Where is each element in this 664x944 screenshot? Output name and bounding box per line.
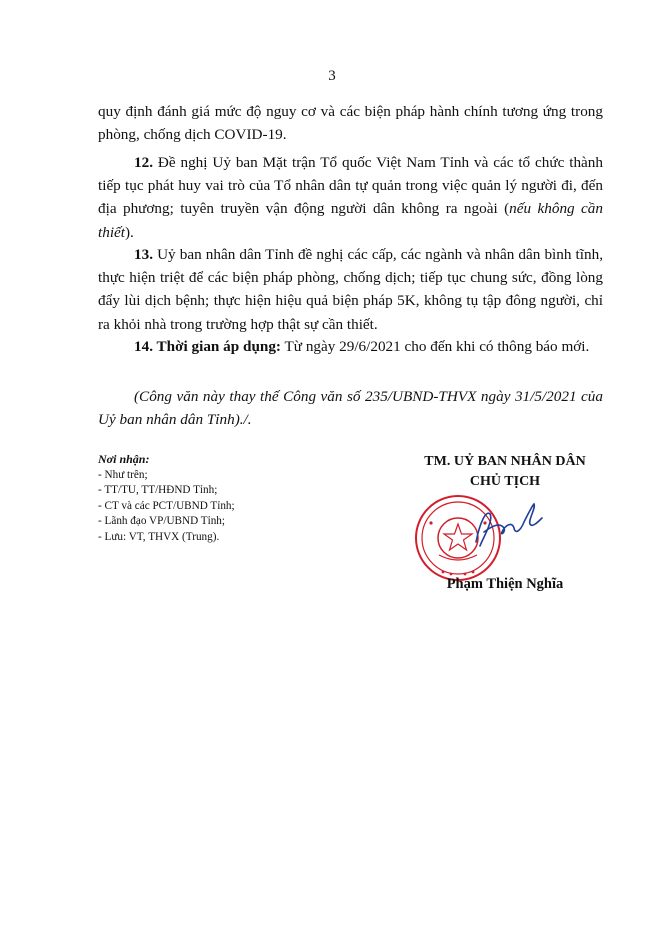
replacement-note bbox=[98, 385, 603, 431]
item-12-italic: nếu không cần thiết bbox=[98, 200, 603, 241]
item-13-number: 13. bbox=[134, 246, 153, 263]
signature-title bbox=[400, 452, 610, 492]
page-number: 3 bbox=[328, 68, 336, 84]
item-12-tail: ). bbox=[125, 223, 134, 241]
item-14-label: 14. Thời gian áp dụng: bbox=[134, 338, 281, 355]
paragraph-continuation bbox=[98, 100, 603, 146]
item-12-number: 12. bbox=[134, 154, 153, 171]
paragraph-1-text: quy định đánh giá mức độ nguy cơ và các biện pháp hành chính tương ứng trong phòng, chống dịch COVID-19. bbox=[98, 103, 603, 144]
item-13 bbox=[98, 243, 603, 336]
signature-title-line-1: TM. UỶ BAN NHÂN DÂN bbox=[424, 454, 586, 469]
signature-title-line-2: CHỦ TỊCH bbox=[469, 474, 541, 489]
item-14-text: Từ ngày 29/6/2021 cho đến khi có thông báo mới. bbox=[281, 338, 590, 355]
recipient-item: - TT/TU, TT/HĐND Tỉnh; bbox=[98, 484, 218, 496]
item-13-text: Uỷ ban nhân dân Tỉnh đề nghị các cấp, các ngành và nhân dân bình tĩnh, thực hiện triệt để các biện pháp phòng, chống dịch; tiếp tục chung sức, đồng lòng đẩy lùi dịch bệnh; thực hiện hiệu quả biện pháp 5K, không tụ tập đông người, chỉ ra khỏi nhà trong trường hợp thật sự cần thiết. bbox=[98, 246, 603, 333]
recipient-item: - CT và các PCT/UBND Tỉnh; bbox=[98, 499, 235, 512]
recipient-item: - Lãnh đạo VP/UBND Tỉnh; bbox=[98, 515, 225, 527]
item-14 bbox=[98, 335, 603, 358]
recipients-block bbox=[98, 452, 338, 545]
recipient-item: - Lưu: VT, THVX (Trung). bbox=[98, 530, 220, 543]
recipients-list bbox=[98, 468, 338, 546]
recipient-item: - Như trên; bbox=[98, 468, 148, 481]
signer-name: Phạm Thiện Nghĩa bbox=[446, 576, 564, 592]
handwritten-signature-icon bbox=[470, 492, 550, 552]
item-12-text: Đề nghị Uỷ ban Mặt trận Tổ quốc Việt Nam Tỉnh và các tổ chức thành tiếp tục phát huy vai trò của Tổ nhân dân tự quản trong việc quản lý người đi, đến địa phương; tuyên truyền vận động người dân không ra ngoài ( bbox=[98, 154, 603, 218]
recipients-heading: Nơi nhận: bbox=[98, 452, 150, 466]
replacement-note-text: (Công văn này thay thế Công văn số 235/UBND-THVX ngày 31/5/2021 của Uỷ ban nhân dân Tỉnh)./. bbox=[98, 388, 603, 429]
item-12 bbox=[98, 151, 603, 244]
